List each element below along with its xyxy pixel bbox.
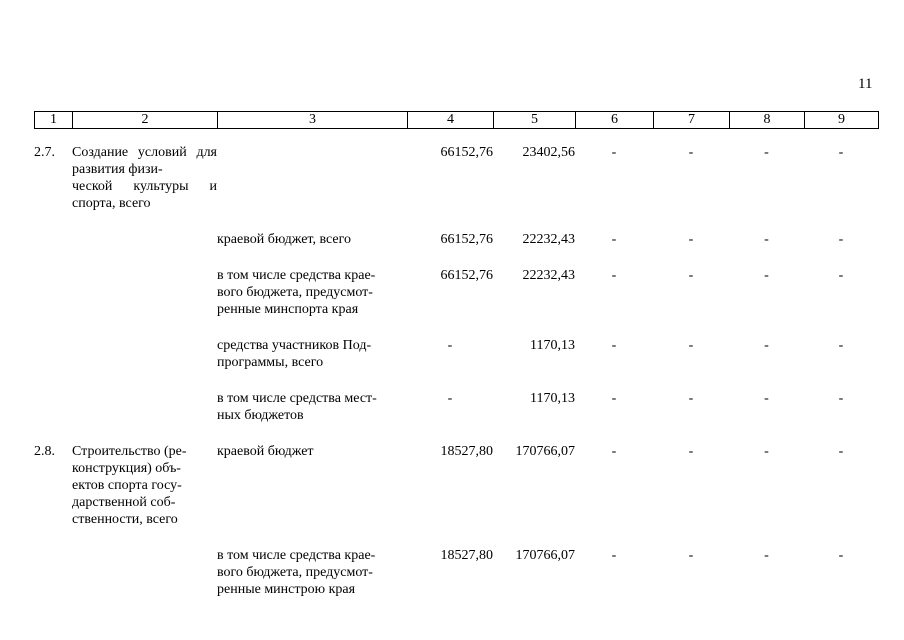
row-number: 2.7. bbox=[34, 145, 55, 160]
table-row bbox=[34, 144, 878, 212]
row-col5: 1170,13 bbox=[530, 338, 575, 353]
row-col6: - bbox=[611, 444, 617, 459]
row-name bbox=[72, 547, 217, 598]
column-header-table bbox=[34, 111, 879, 129]
column-header-3: 3 bbox=[218, 112, 408, 129]
table-row bbox=[34, 231, 878, 248]
row-source: краевой бюджет bbox=[217, 444, 314, 459]
row-name: Создание условий для развития физи- ческой культуры и спорта, всего bbox=[72, 145, 217, 211]
row-col5: 170766,07 bbox=[515, 548, 575, 563]
row-col9: - bbox=[838, 145, 844, 160]
column-header-row bbox=[35, 112, 879, 129]
row-col9: - bbox=[838, 268, 844, 283]
row-source: в том числе средства крае- вого бюджета, предусмот- ренные минспорта края bbox=[217, 268, 376, 317]
row-col4: - bbox=[447, 391, 453, 406]
row-col8: - bbox=[764, 444, 769, 459]
row-number bbox=[34, 337, 72, 371]
table-row bbox=[34, 443, 878, 528]
row-name: Строительство (ре- конструкция) объ- ектов спорта госу- дарственной соб- ственности, всего bbox=[72, 444, 187, 527]
row-number bbox=[34, 547, 72, 598]
row-col6: - bbox=[611, 338, 617, 353]
row-source: в том числе средства крае- вого бюджета, предусмот- ренные минстрою края bbox=[217, 548, 376, 597]
column-header-8: 8 bbox=[730, 112, 805, 129]
row-col5: 22232,43 bbox=[522, 268, 575, 283]
column-header-7: 7 bbox=[654, 112, 730, 129]
row-col7: - bbox=[688, 391, 694, 406]
row-source bbox=[217, 144, 407, 212]
row-number bbox=[34, 231, 72, 248]
column-header-5: 5 bbox=[494, 112, 576, 129]
row-number: 2.8. bbox=[34, 444, 55, 459]
row-col8: - bbox=[764, 232, 769, 247]
row-col8: - bbox=[764, 268, 769, 283]
row-col8: - bbox=[764, 391, 769, 406]
budget-table bbox=[34, 144, 878, 598]
row-col8: - bbox=[764, 548, 769, 563]
row-source: в том числе средства мест- ных бюджетов bbox=[217, 391, 377, 423]
row-name bbox=[72, 337, 217, 371]
table-row bbox=[34, 547, 878, 598]
table-row bbox=[34, 390, 878, 424]
row-name bbox=[72, 231, 217, 248]
column-header-4: 4 bbox=[408, 112, 494, 129]
row-col4: 66152,76 bbox=[440, 268, 493, 283]
row-col4: 18527,80 bbox=[440, 548, 493, 563]
row-col5: 1170,13 bbox=[530, 391, 575, 406]
row-col4: 66152,76 bbox=[440, 232, 493, 247]
row-col9: - bbox=[838, 391, 844, 406]
row-col5: 170766,07 bbox=[515, 444, 575, 459]
column-header-2: 2 bbox=[73, 112, 218, 129]
row-col6: - bbox=[611, 391, 617, 406]
row-col9: - bbox=[838, 548, 844, 563]
row-col9: - bbox=[838, 444, 844, 459]
column-header-6: 6 bbox=[576, 112, 654, 129]
row-col7: - bbox=[688, 444, 694, 459]
row-col6: - bbox=[611, 548, 617, 563]
row-number bbox=[34, 390, 72, 424]
row-col4: 66152,76 bbox=[440, 145, 493, 160]
column-header-9: 9 bbox=[805, 112, 879, 129]
row-col6: - bbox=[611, 268, 617, 283]
row-col7: - bbox=[688, 145, 694, 160]
row-col9: - bbox=[838, 232, 844, 247]
row-col7: - bbox=[688, 268, 694, 283]
row-col6: - bbox=[611, 145, 617, 160]
row-col7: - bbox=[688, 548, 694, 563]
row-col7: - bbox=[688, 338, 694, 353]
row-col8: - bbox=[764, 145, 769, 160]
row-col6: - bbox=[611, 232, 617, 247]
row-col4: 18527,80 bbox=[440, 444, 493, 459]
row-col8: - bbox=[764, 338, 769, 353]
row-source: краевой бюджет, всего bbox=[217, 232, 352, 247]
table-row bbox=[34, 267, 878, 318]
row-col5: 22232,43 bbox=[522, 232, 575, 247]
row-col5: 23402,56 bbox=[522, 145, 575, 160]
row-col4: - bbox=[447, 338, 453, 353]
page-number: 11 bbox=[858, 76, 873, 92]
row-col9: - bbox=[838, 338, 844, 353]
row-number bbox=[34, 267, 72, 318]
row-name bbox=[72, 267, 217, 318]
column-header-1: 1 bbox=[35, 112, 73, 129]
row-col7: - bbox=[688, 232, 694, 247]
row-name bbox=[72, 390, 217, 424]
row-source: средства участников Под- программы, всего bbox=[217, 338, 372, 370]
table-row bbox=[34, 337, 878, 371]
